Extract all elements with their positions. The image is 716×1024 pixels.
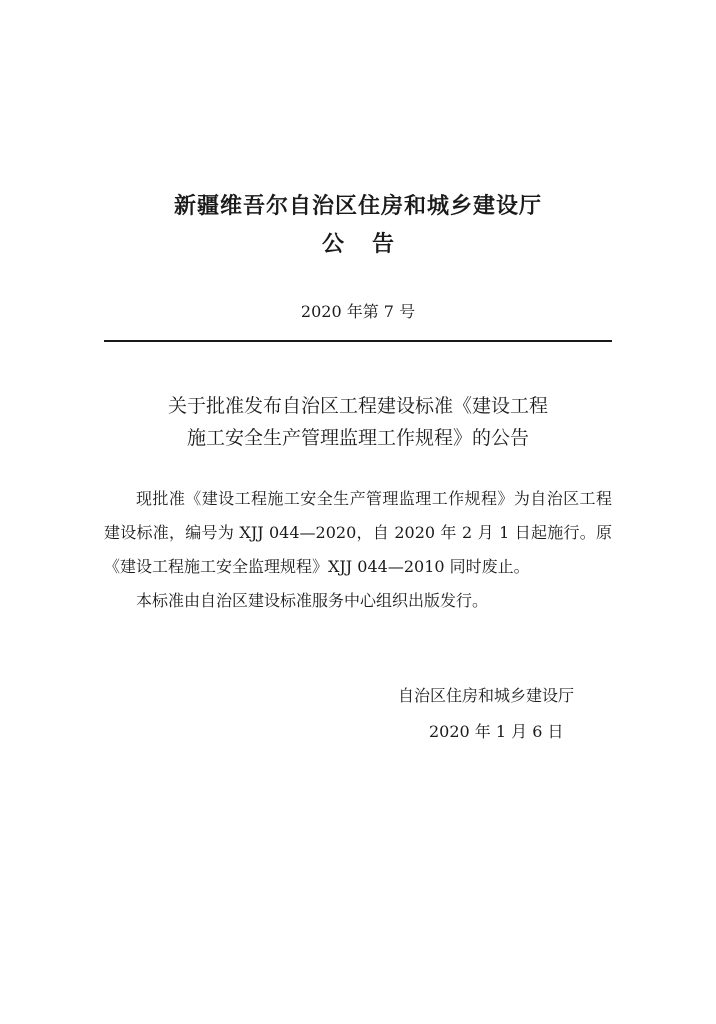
subject-line-2: 施工安全生产管理监理工作规程》的公告 (186, 427, 529, 449)
body-paragraph-2: 本标准由自治区建设标准服务中心组织出版发行。 (136, 591, 489, 610)
subject-line-1: 关于批准发布自治区工程建设标准《建设工程 (167, 395, 548, 417)
document-number: 2020 年第 7 号 (300, 302, 416, 321)
signing-organization: 自治区住房和城乡建设厅 (398, 686, 575, 705)
notice-subject (0, 390, 716, 454)
header-divider (104, 340, 612, 342)
notice-title: 公告 (321, 232, 422, 257)
signing-date: 2020 年 1 月 6 日 (429, 722, 564, 741)
notice-body (104, 482, 612, 618)
body-paragraph-1: 现批准《建设工程施工安全生产管理监理工作规程》为自治区工程建设标准，编号为 XJJ 044—2020，自 2020 年 2 月 1 日起施行。原《建设工程施工安全监理规程》XJJ 044—2010 同时废止。 (104, 489, 612, 576)
issuing-agency: 新疆维吾尔自治区住房和城乡建设厅 (173, 194, 542, 219)
